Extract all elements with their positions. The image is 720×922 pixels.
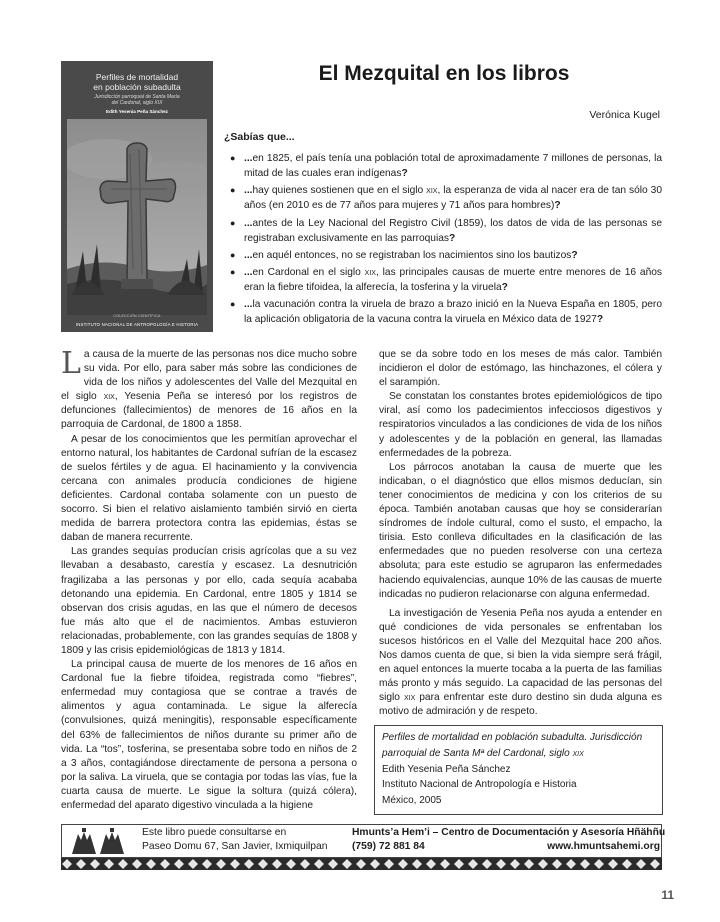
- bullet-icon: ●: [230, 249, 236, 260]
- list-item: ● ...en aquél entonces, no se registraban los nacimientos sino los bautizos?: [230, 249, 578, 261]
- paragraph: La causa de la muerte de las personas nos dice mucho sobre su vida. Por ello, para saber más sobre las condiciones de vida de los niños y adolescentes del Valle del Mezquital en el siglo xix, Yesenia Peña se interesó por los registros de defunciones (fallecimientos) de menores de 16 años en la parroquia de Cardonal, de 1800 a 1858.: [61, 346, 358, 431]
- page-number: 11: [661, 888, 674, 902]
- footer-decorative-band: [61, 858, 662, 870]
- cover-institution: INSTITUTO NACIONAL DE ANTROPOLOGÍA E HISTORIA: [75, 322, 199, 327]
- citation-title: Perfiles de mortalidad en población subadulta. Jurisdicción parroquial de Santa Mª del Cardonal, siglo xix: [382, 732, 643, 759]
- bullet-icon: ●: [230, 267, 236, 278]
- bullet-icon: ●: [230, 299, 236, 310]
- list-item: ● ...en Cardonal en el siglo xix, las principales causas de muerte entre menores de 16 años eran la fiebre tifoidea, la alferecía, la tosferina y la viruela?: [230, 267, 662, 294]
- cover-subtitle-line-1: Jurisdicción parroquial de Santa María: [94, 94, 180, 100]
- paragraph: La principal causa de muerte de los menores de 16 años en Cardonal fue la fiebre tifoidea, registrada como “fiebres”, enfermedad muy contagiosa que se contrae a través de alimentos y agua contaminada. Le sigue la alferecía (convulsiones, quizá meningitis), responsable específicamente del 63% de fallecimientos de niños durante su primer año de vida. La “tos”, tosferina, se presentaba sobre todo en niños de 2 a 3 años, contagiándose directamente de persona a persona o por la saliva. La viruela, que se contagia por todas las vías, fue la cuarta causa de muerte. Le sigue la soltura (quizá cólera), enfermedad del aparato digestivo vinculada a la higiene: [61, 659, 357, 811]
- citation-author: Edith Yesenia Peña Sánchez: [382, 763, 511, 775]
- cover-title-line-1: Perfiles de mortalidad: [95, 72, 179, 82]
- bullet-icon: ●: [230, 153, 236, 163]
- paragraph: que se da sobre todo en los meses de más calor. También incidieron el dolor de estómago, las hinchazones, el cólera y el sarampión.: [379, 349, 662, 389]
- bullet-icon: ●: [230, 185, 236, 196]
- list-item: ● ...hay quienes sostienen que en el siglo xix, la esperanza de vida al nacer era de tan sólo 30 años (en 2010 es de 77 años para mujeres y 71 años para hombres)?: [230, 185, 663, 212]
- facts-list: [230, 151, 663, 330]
- citation-publisher: Instituto Nacional de Antropología e Historia: [382, 779, 577, 791]
- paragraph: Los párrocos anotaban la causa de muerte que les indicaban, o el diagnóstico que ellos mismos deducían, sin tener conocimientos de medicina y con los criterios de su época. También anotaban causas que hoy se considerarían síndromes de índole cultural, como el susto, el empacho, la tirisia. Esto conlleva dificultades en la clasificación de las enfermedades que no pueden resolverse con una certeza absoluta; para este estudio se agruparon las enfermedades haciendo equivalencias, aunque 10% de las causas de muerte indicadas no pudieron relacionarse con alguna enfermedad.: [379, 461, 662, 600]
- article-body-right-column: [379, 348, 662, 719]
- cover-subtitle-line-2: del Cardonal, siglo XIX: [111, 100, 163, 106]
- bullet-icon: ●: [230, 217, 236, 228]
- article-author: Verónica Kugel: [589, 109, 660, 121]
- footer-organization: Hmunts’a Hem’i – Centro de Documentación y Asesoría Hñähñu: [352, 827, 666, 838]
- footer-address: Paseo Domu 67, San Javier, Ixmiquilpan: [142, 841, 328, 852]
- article-title: El Mezquital en los libros: [318, 62, 570, 85]
- article-body-left-column: [61, 348, 357, 813]
- drop-cap: L: [61, 346, 81, 381]
- cover-title-line-2: en población subadulta: [93, 82, 181, 92]
- sabias-que-heading: ¿Sabías que...: [224, 131, 295, 143]
- list-item: ● ...antes de la Ley Nacional del Registro Civil (1859), los datos de vida de las personas se registraban exclusivamente en las parroquias?: [230, 217, 662, 244]
- footer-phone: (759) 72 881 84: [352, 841, 425, 852]
- hmuntsa-hemi-logo-icon: [68, 826, 128, 856]
- citation-place-year: México, 2005: [382, 795, 442, 807]
- cover-author: Edith Yesenia Peña Sánchez: [106, 109, 168, 114]
- paragraph: Se constatan los constantes brotes epidemiológicos de tipo viral, así como los padecimientos infecciosos digestivos y respiratorios vinculados a las condiciones de vida de los niños y adolescentes y de la población en general, las llamadas enfermedades de la pobreza.: [379, 391, 662, 459]
- footer-website-link[interactable]: www.hmuntsahemi.org: [547, 841, 660, 852]
- list-item: ● ...en 1825, el país tenía una población total de aproximadamente 7 millones de personas, la mitad de las cuales eran indígenas?: [230, 153, 662, 179]
- list-item: ● ...la vacunación contra la viruela de brazo a brazo inició en la Nueva España en 1805, pero la aplicación obligatoria de la vacuna contra la viruela en México data de 1927?: [230, 299, 662, 326]
- paragraph: A pesar de los conocimientos que les permitían aprovechar el entorno natural, los habitantes de Cardonal sufrían de la escasez de suelos fértiles y de agua. El hacinamiento y la convivencia cercana con animales producía condiciones de higiene deficientes. Cardonal contaba solamente con un puesto de socorro. Si bien el relativo aislamiento también sirvió en cierta medida de barrera protectora contra las epidemias, éstas se daban de manera recurrente.: [61, 433, 357, 544]
- cover-cross-photo: [67, 119, 207, 315]
- cover-collection: COLECCIÓN CIENTÍFICA: [113, 314, 161, 318]
- book-citation-box: [374, 725, 663, 815]
- paragraph: Las grandes sequías producían crisis agrícolas que a su vez llevaban a desabasto, carestía y escasez. La desnutrición fragilizaba a las personas y por ello, cada sequía acababa detonando una epidemia. En Cardonal, entre 1805 y 1814 se observan dos crisis agudas, en las que el número de decesos fue más alto que el de nacimientos. Ambas estuvieron relacionadas, probablemente, con las grandes sequías de 1808 y 1809 y las crisis epidemiológicas de 1813 y 1814.: [61, 546, 357, 656]
- book-cover: [61, 61, 213, 332]
- paragraph: La investigación de Yesenia Peña nos ayuda a entender en qué condiciones de vida personales se enfrentaban los sucesos históricos en el Valle del Mezquital hace 200 años. Nos damos cuenta de que, si bien la vida siempre será frágil, en aquel entonces la muerte tocaba a la puerta de las familias más pronto y más seguido. La capacidad de las personas del siglo xix para enfrentar este duro destino sin duda alguna es motivo de admiración y de respeto.: [379, 607, 662, 718]
- footer-consult-text: Este libro puede consultarse en: [142, 827, 287, 838]
